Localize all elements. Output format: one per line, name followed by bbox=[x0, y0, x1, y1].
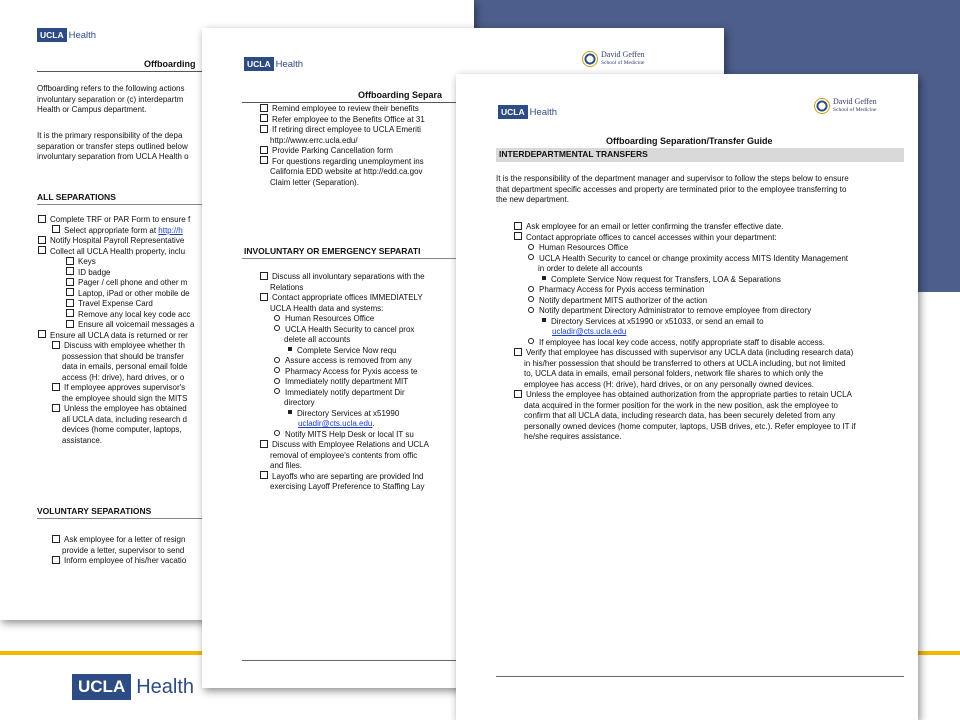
checkbox-icon bbox=[514, 348, 522, 356]
list-item-text: Remove any local key code acc bbox=[78, 309, 191, 319]
list-item-text: Assure access is removed from any bbox=[285, 356, 412, 365]
checkbox-icon bbox=[52, 404, 60, 412]
list-item bbox=[260, 472, 429, 483]
list-item bbox=[38, 546, 186, 557]
list-item bbox=[514, 380, 856, 391]
list-item bbox=[38, 535, 186, 546]
list-item-text: Complete TRF or PAR Form to ensure f bbox=[50, 215, 191, 224]
list-item bbox=[260, 325, 429, 336]
list-item bbox=[260, 388, 429, 399]
footer-ucla-health-logo bbox=[72, 674, 194, 700]
list-item bbox=[514, 296, 856, 307]
list-item bbox=[260, 104, 425, 115]
list-item-text: If employee approves supervisor's bbox=[64, 383, 186, 392]
section-band-interdepartmental: INTERDEPARTMENTAL TRANSFERS bbox=[496, 148, 904, 162]
email-link[interactable]: ucladir@cts.ucla.edu bbox=[552, 327, 627, 336]
list-item bbox=[260, 115, 425, 126]
list-item bbox=[514, 222, 856, 233]
david-geffen-logo bbox=[814, 98, 877, 114]
list-item-text: Ask employee for an email or letter confirming the transfer effective date. bbox=[526, 222, 784, 231]
list-item bbox=[260, 283, 429, 294]
list-item-text: UCLA Health data and systems: bbox=[270, 303, 384, 313]
text-line: involuntary separation or (c) interdepartm bbox=[37, 94, 184, 104]
list-item bbox=[38, 236, 195, 247]
list-item-text: possession that should be transfer bbox=[62, 351, 184, 361]
text-line: It is the responsibility of the department manager and supervisor to follow the steps below to ensure bbox=[496, 174, 849, 183]
list-item-text: Claim letter (Separation). bbox=[270, 177, 359, 187]
list-item-text: Laptop, iPad or other mobile de bbox=[78, 288, 190, 298]
list-item-text: personally owned devices (home computer, laptops, USB drives, etc.). Refer employee to IT if bbox=[524, 421, 856, 431]
text-line: separation or transfer steps outlined below bbox=[37, 141, 188, 151]
list-item-text: directory bbox=[284, 398, 315, 407]
list-item-text: Immediately notify department MIT bbox=[285, 377, 409, 386]
text-line: Offboarding refers to the following actions bbox=[37, 84, 185, 93]
list-item-text: Discuss all involuntary separations with the bbox=[272, 272, 425, 281]
list-item bbox=[514, 390, 856, 401]
intro-paragraph bbox=[37, 84, 185, 116]
list-item-text: provide a letter, supervisor to send bbox=[62, 545, 185, 555]
list-item-text: If employee has local key code access, notify appropriate staff to disable access. bbox=[539, 337, 825, 347]
list-item bbox=[260, 167, 425, 178]
list-item-text: Collect all UCLA Health property, inclu bbox=[50, 246, 186, 256]
list-item bbox=[260, 367, 429, 378]
list-item-text: Unless the employee has obtained authorization from the appropriate parties to retain UCLA bbox=[526, 390, 852, 399]
list-item bbox=[38, 215, 195, 226]
checkbox-icon bbox=[38, 236, 46, 244]
list-item-text: employee has access (H: drive), hard drives, or on any personally owned devices. bbox=[524, 379, 814, 389]
list-item bbox=[514, 233, 856, 244]
list-item-text: Layoffs who are separting are provided Ind bbox=[272, 471, 424, 481]
list-item bbox=[260, 346, 429, 357]
list-item bbox=[38, 556, 186, 567]
list-item bbox=[514, 432, 856, 443]
list-item-text: ID badge bbox=[78, 267, 111, 277]
checkbox-icon bbox=[260, 104, 268, 112]
list-item bbox=[260, 125, 425, 136]
list-item-text: Keys bbox=[78, 257, 96, 266]
list-item-text: Discuss with employee whether th bbox=[64, 341, 185, 350]
ucla-health-logo bbox=[37, 28, 96, 42]
list-item-text: assistance. bbox=[62, 435, 103, 445]
logo-word-text: Health bbox=[275, 58, 304, 70]
list-item-text: Notify Hospital Payroll Representative bbox=[50, 236, 185, 245]
list-item bbox=[260, 314, 429, 325]
list-item-text: Ask employee for a letter of resign bbox=[64, 535, 186, 544]
square-bullet-icon bbox=[542, 318, 546, 322]
checkbox-icon bbox=[260, 146, 268, 154]
list-item bbox=[260, 272, 429, 283]
ucla-health-logo bbox=[498, 105, 557, 119]
list-item bbox=[38, 341, 195, 352]
list-item bbox=[38, 226, 195, 237]
list-item-text: devices (home computer, laptops, bbox=[62, 425, 182, 434]
circle-bullet-icon bbox=[528, 254, 534, 260]
checkbox-icon bbox=[52, 535, 60, 543]
list-item-text: Directory Services at x51990 or x51033, or send an email to bbox=[551, 316, 764, 326]
list-item bbox=[260, 293, 429, 304]
list-item bbox=[514, 317, 856, 328]
list-item bbox=[260, 146, 425, 157]
list-item-text: Pager / cell phone and other m bbox=[78, 278, 188, 287]
logo-box-text: UCLA bbox=[37, 28, 67, 42]
list-item-text: http://www.errc.ucla.edu/ bbox=[270, 135, 358, 145]
square-bullet-icon bbox=[288, 347, 292, 351]
list-item-text: confirm that all UCLA data, including research data, has been securely deleted from any bbox=[524, 411, 836, 420]
list-item-text: Notify MITS Help Desk or local IT su bbox=[285, 429, 414, 439]
circle-bullet-icon bbox=[274, 357, 280, 363]
list-item bbox=[38, 310, 195, 321]
list-item-text: Human Resources Office bbox=[539, 243, 629, 252]
school-seal-icon bbox=[814, 98, 830, 114]
circle-bullet-icon bbox=[274, 430, 280, 436]
list-item-text: Notify department Directory Administrator to remove employee from directory bbox=[539, 306, 812, 315]
square-bullet-icon bbox=[288, 410, 292, 414]
list-item bbox=[38, 299, 195, 310]
circle-bullet-icon bbox=[528, 338, 534, 344]
list-item bbox=[514, 401, 856, 412]
list-item-text: Unless the employee has obtained bbox=[64, 404, 187, 413]
checkbox-icon bbox=[260, 471, 268, 479]
circle-bullet-icon bbox=[274, 378, 280, 384]
checklist-involuntary bbox=[260, 272, 429, 493]
list-item bbox=[38, 373, 195, 384]
checkbox-icon bbox=[66, 257, 74, 265]
list-item-text: Verify that employee has discussed with supervisor any UCLA data (including research data) bbox=[526, 348, 854, 357]
checkbox-icon bbox=[260, 156, 268, 164]
list-item bbox=[260, 157, 425, 168]
list-item-text: data acquired in the former position for the work in the new position, ask the employee to bbox=[524, 400, 838, 410]
list-item bbox=[260, 409, 429, 420]
circle-bullet-icon bbox=[528, 296, 534, 302]
list-item bbox=[514, 359, 856, 370]
list-item bbox=[260, 482, 429, 493]
list-item bbox=[38, 247, 195, 258]
logo-word-text: Health bbox=[136, 675, 195, 698]
list-item bbox=[38, 436, 195, 447]
logo-box-text: UCLA bbox=[244, 57, 274, 71]
list-item bbox=[38, 289, 195, 300]
logo-word-text: Health bbox=[68, 29, 97, 41]
list-item bbox=[38, 394, 195, 405]
list-item bbox=[260, 304, 429, 315]
list-item bbox=[514, 411, 856, 422]
list-item bbox=[514, 422, 856, 433]
list-item bbox=[260, 377, 429, 388]
checklist-all-separations bbox=[38, 215, 195, 446]
list-item bbox=[38, 331, 195, 342]
page-title: Offboarding Separation/Transfer Guide bbox=[606, 136, 773, 146]
list-item-text: Relations bbox=[270, 282, 304, 292]
checkbox-icon bbox=[66, 278, 74, 286]
circle-bullet-icon bbox=[528, 244, 534, 250]
list-item bbox=[260, 335, 429, 346]
responsibility-paragraph bbox=[37, 131, 189, 163]
checkbox-icon bbox=[260, 440, 268, 448]
list-item-text: Travel Expense Card bbox=[78, 299, 153, 308]
footer-rule bbox=[496, 676, 904, 677]
list-item-text: Ensure all voicemail messages a bbox=[78, 320, 195, 329]
circle-bullet-icon bbox=[528, 286, 534, 292]
ucla-health-logo bbox=[244, 57, 303, 71]
list-item bbox=[514, 275, 856, 286]
list-item-text: he/she requires assistance. bbox=[524, 432, 622, 441]
text-line: Health or Campus department. bbox=[37, 105, 147, 114]
list-item-text: in his/her possession that should be transferred to others at UCLA including, but not limited bbox=[524, 358, 846, 368]
list-item bbox=[514, 306, 856, 317]
list-item-text: in order to delete all accounts bbox=[538, 264, 643, 273]
list-item-text: Contact appropriate offices IMMEDIATELY bbox=[272, 293, 423, 302]
list-item bbox=[514, 285, 856, 296]
checkbox-icon bbox=[260, 114, 268, 122]
list-item bbox=[260, 398, 429, 409]
checkbox-icon bbox=[38, 215, 46, 223]
list-item-text: For questions regarding unemployment ins bbox=[272, 156, 424, 166]
list-item-text: to, UCLA data in emails, email personal folders, network file shares to which only the bbox=[524, 369, 824, 378]
list-item-text: delete all accounts bbox=[284, 335, 351, 344]
text-line: It is the primary responsibility of the depa bbox=[37, 131, 183, 140]
circle-bullet-icon bbox=[274, 367, 280, 373]
list-item bbox=[260, 136, 425, 147]
list-item bbox=[38, 362, 195, 373]
list-item-text: California EDD website at http://edd.ca.gov bbox=[270, 167, 423, 176]
circle-bullet-icon bbox=[274, 325, 280, 331]
list-item-text: . bbox=[372, 419, 375, 428]
school-name: David Geffen bbox=[833, 97, 877, 106]
list-item bbox=[260, 440, 429, 451]
david-geffen-logo bbox=[582, 51, 645, 67]
list-item-text: Notify department MITS authorizer of the action bbox=[539, 295, 708, 305]
checkbox-icon bbox=[52, 556, 60, 564]
list-item-text: If retiring direct employee to UCLA Emeriti bbox=[272, 125, 421, 134]
page-title: Offboarding bbox=[144, 59, 196, 69]
checkbox-icon bbox=[38, 330, 46, 338]
list-item-text: Directory Services at x51990 bbox=[297, 408, 400, 418]
list-item-text: and files. bbox=[270, 461, 303, 470]
list-item bbox=[260, 461, 429, 472]
list-item-text: Inform employee of his/her vacatio bbox=[64, 556, 187, 565]
checklist-voluntary-separations bbox=[38, 535, 186, 567]
checkbox-icon bbox=[514, 232, 522, 240]
list-item-text: Discuss with Employee Relations and UCLA bbox=[272, 440, 429, 449]
logo-box-text: UCLA bbox=[498, 105, 528, 119]
list-item bbox=[514, 254, 856, 265]
checkbox-icon bbox=[52, 383, 60, 391]
square-bullet-icon bbox=[542, 276, 546, 280]
list-item-text: Immediately notify department Dir bbox=[285, 387, 405, 397]
list-item-text: Complete Service Now request for Transfers, LOA & Separations bbox=[551, 274, 781, 284]
list-item bbox=[38, 320, 195, 331]
circle-bullet-icon bbox=[274, 388, 280, 394]
section-heading-all-separations: ALL SEPARATIONS bbox=[37, 192, 116, 202]
list-item-text: Contact appropriate offices to cancel accesses within your department: bbox=[526, 232, 777, 242]
list-item bbox=[38, 404, 195, 415]
email-link[interactable]: ucladir@cts.ucla.edu bbox=[298, 419, 373, 428]
list-item-text: UCLA Health Security to cancel prox bbox=[285, 324, 415, 334]
checkbox-icon bbox=[260, 293, 268, 301]
list-item-text: Pharmacy Access for Pyxis access te bbox=[285, 366, 418, 376]
list-item bbox=[38, 268, 195, 279]
list-item-text: Complete Service Now requ bbox=[297, 345, 397, 355]
school-seal-icon bbox=[582, 51, 598, 67]
text-line: that department specific accesses and property are terminated prior to the employee transferring to bbox=[496, 184, 847, 194]
checkbox-icon bbox=[66, 299, 74, 307]
text-line: the new department. bbox=[496, 195, 569, 204]
list-item bbox=[514, 264, 856, 275]
checkbox-icon bbox=[66, 309, 74, 317]
list-item-text: access (H: drive), hard drives, or o bbox=[62, 372, 185, 382]
list-item-text: the employee should sign the MITS bbox=[62, 393, 188, 403]
checkbox-icon bbox=[66, 320, 74, 328]
checkbox-icon bbox=[260, 272, 268, 280]
list-item bbox=[260, 419, 429, 430]
list-item bbox=[260, 178, 425, 189]
list-item-text: Pharmacy Access for Pyxis access termination bbox=[539, 285, 705, 294]
intro-paragraph bbox=[496, 174, 849, 206]
list-item bbox=[38, 383, 195, 394]
list-item bbox=[260, 356, 429, 367]
school-name: David Geffen bbox=[601, 50, 645, 59]
checkbox-icon bbox=[38, 246, 46, 254]
email-link[interactable]: http://h bbox=[158, 225, 183, 235]
school-subtitle: School of Medicine bbox=[601, 60, 645, 66]
checkbox-icon bbox=[260, 125, 268, 133]
list-item-text: Ensure all UCLA data is returned or rer bbox=[50, 330, 188, 340]
list-item-text: data in emails, personal email folde bbox=[62, 362, 188, 371]
page-title: Offboarding Separa bbox=[358, 90, 443, 100]
circle-bullet-icon bbox=[528, 307, 534, 313]
list-item bbox=[514, 243, 856, 254]
list-item bbox=[38, 257, 195, 268]
checklist-benefits bbox=[260, 104, 425, 188]
text-line: involuntary separation from UCLA Health o bbox=[37, 152, 189, 161]
list-item-text: UCLA Health Security to cancel or change proximity access MITS Identity Management bbox=[539, 253, 849, 263]
list-item bbox=[514, 327, 856, 338]
checkbox-icon bbox=[52, 341, 60, 349]
checkbox-icon bbox=[66, 267, 74, 275]
checklist-transfers bbox=[514, 222, 856, 443]
checkbox-icon bbox=[52, 225, 60, 233]
school-subtitle: School of Medicine bbox=[833, 107, 877, 113]
list-item bbox=[260, 451, 429, 462]
logo-box-text: UCLA bbox=[72, 674, 131, 700]
list-item bbox=[514, 348, 856, 359]
section-heading-involuntary: INVOLUNTARY OR EMERGENCY SEPARATI bbox=[244, 246, 421, 256]
list-item-text: removal of employee's contents from offic bbox=[270, 450, 418, 460]
list-item bbox=[260, 430, 429, 441]
logo-word-text: Health bbox=[529, 106, 558, 118]
circle-bullet-icon bbox=[274, 315, 280, 321]
list-item-text: Refer employee to the Benefits Office at 31 bbox=[272, 114, 425, 124]
section-heading-voluntary-separations: VOLUNTARY SEPARATIONS bbox=[37, 506, 152, 516]
list-item bbox=[514, 338, 856, 349]
list-item-text: Human Resources Office bbox=[285, 314, 375, 323]
list-item-text: Provide Parking Cancellation form bbox=[272, 146, 393, 155]
list-item bbox=[38, 425, 195, 436]
checkbox-icon bbox=[514, 222, 522, 230]
document-page-3 bbox=[456, 74, 918, 720]
list-item-text: Select appropriate form at bbox=[64, 225, 159, 235]
checkbox-icon bbox=[66, 288, 74, 296]
list-item bbox=[514, 369, 856, 380]
list-item-text: all UCLA data, including research d bbox=[62, 414, 187, 424]
list-item-text: Remind employee to review their benefits bbox=[272, 104, 419, 113]
list-item bbox=[38, 352, 195, 363]
list-item bbox=[38, 415, 195, 426]
list-item-text: exercising Layoff Preference to Staffing Lay bbox=[270, 482, 425, 491]
checkbox-icon bbox=[514, 390, 522, 398]
list-item bbox=[38, 278, 195, 289]
